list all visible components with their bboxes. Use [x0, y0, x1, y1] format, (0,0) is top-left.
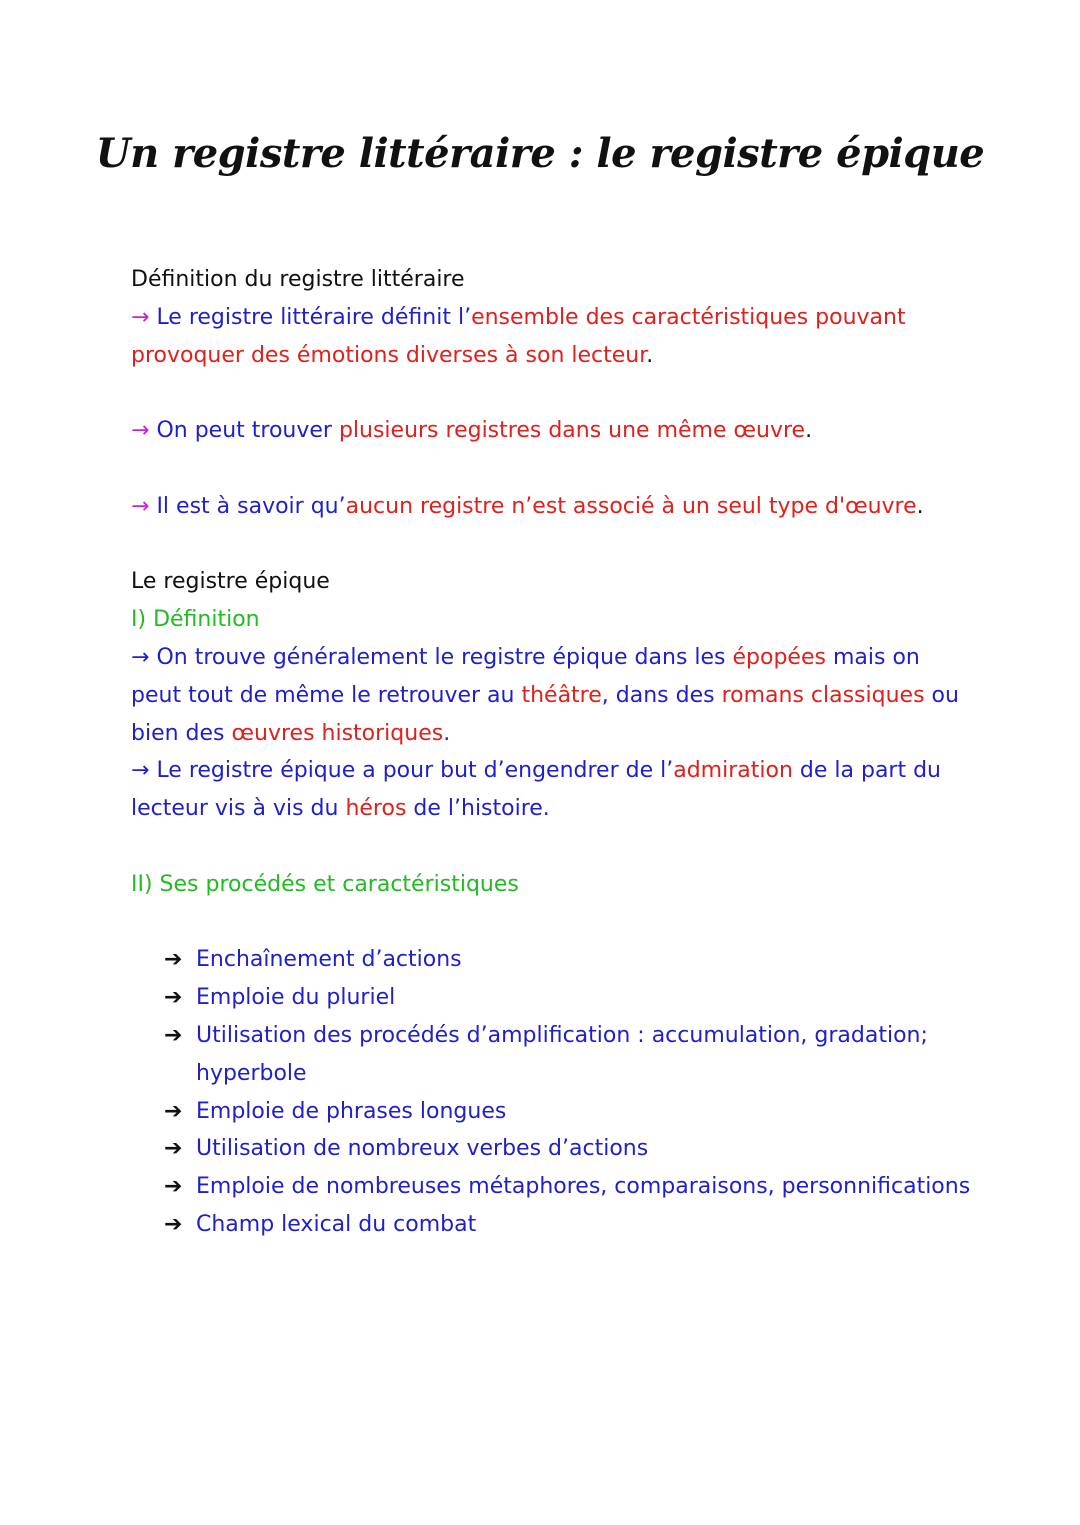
page-title: Un registre littéraire : le registre épique [95, 130, 985, 177]
paragraph-admiration-line2 [131, 790, 961, 828]
text-blue: , dans des [601, 682, 722, 708]
paragraph-aucun-registre [131, 488, 961, 526]
list-item-text: Utilisation des procédés d’amplification : accumulation, gradation; [196, 1022, 928, 1048]
arrow-bullet-icon: ➔ [164, 1136, 183, 1162]
paragraph-epique-line2 [131, 677, 961, 715]
list-item-text: Emploie de nombreuses métaphores, comparaisons, personnifications [196, 1174, 971, 1200]
text-highlight: épopées [732, 644, 826, 670]
text-blue: . [443, 720, 451, 746]
text-blue: On trouve généralement le registre épique dans les [156, 644, 733, 670]
procedes-list [131, 941, 971, 1243]
arrow-icon: → [131, 418, 150, 444]
list-item [131, 1168, 971, 1206]
section-heading-definition: Définition du registre littéraire [131, 267, 465, 292]
list-item [131, 979, 961, 1017]
list-item [131, 1017, 961, 1055]
text-blue: On peut trouver [156, 418, 339, 444]
text-blue: lecteur vis à vis du [131, 796, 346, 822]
section-heading-registre-epique: Le registre épique [131, 569, 330, 595]
spacer [131, 828, 961, 866]
paragraph-epique-line3 [131, 715, 961, 753]
list-item-continuation [131, 1055, 961, 1093]
text-blue: bien des [131, 720, 232, 746]
list-item [131, 1093, 961, 1131]
spacer [131, 904, 961, 942]
text-highlight: héros [345, 796, 407, 822]
text-period: . [916, 493, 924, 519]
text-blue: mais on [825, 644, 920, 670]
list-item-text: Emploie de phrases longues [196, 1098, 507, 1124]
paragraph-epique-line1 [131, 639, 961, 677]
arrow-icon: → [131, 644, 150, 670]
text-highlight: théâtre [521, 682, 602, 708]
spacer [131, 526, 961, 564]
text-highlight: plusieurs registres dans une même œuvre [338, 418, 806, 444]
text-blue: ou [924, 682, 959, 708]
text-highlight: admiration [673, 758, 793, 784]
arrow-icon: → [131, 758, 150, 784]
text-blue: Le registre épique a pour but d’engendrer de l’ [156, 758, 674, 784]
text-highlight: romans classiques [721, 682, 925, 708]
arrow-icon: → [131, 493, 150, 519]
list-item-text: Champ lexical du combat [196, 1211, 477, 1237]
text-period: . [646, 342, 654, 368]
text-blue: Le registre littéraire définit l’ [156, 304, 472, 330]
list-item [131, 941, 961, 979]
part-heading-procedes: II) Ses procédés et caractéristiques [131, 871, 519, 897]
part-heading-definition: I) Définition [131, 607, 260, 633]
list-item-text: Emploie du pluriel [196, 985, 396, 1011]
list-item-text: Utilisation de nombreux verbes d’actions [196, 1136, 649, 1162]
list-item [131, 1130, 961, 1168]
list-item-text: Enchaînement d’actions [196, 947, 462, 973]
text-highlight: œuvres historiques [231, 720, 444, 746]
text-blue: de l’histoire. [406, 796, 550, 822]
text-highlight: ensemble des caractéristiques pouvant [471, 304, 906, 330]
spacer [131, 450, 961, 488]
arrow-icon: → [131, 304, 150, 330]
text-period: . [805, 418, 813, 444]
paragraph-plusieurs-registres [131, 412, 961, 450]
paragraph-registre-line1 [131, 299, 961, 337]
paragraph-admiration-line1 [131, 752, 961, 790]
arrow-bullet-icon: ➔ [164, 1211, 183, 1237]
arrow-bullet-icon: ➔ [164, 1022, 183, 1048]
arrow-bullet-icon: ➔ [164, 947, 183, 973]
arrow-bullet-icon: ➔ [164, 985, 183, 1011]
list-item-text: hyperbole [196, 1060, 307, 1086]
arrow-bullet-icon: ➔ [164, 1098, 183, 1124]
text-blue: peut tout de même le retrouver au [131, 682, 522, 708]
text-highlight: aucun registre n’est associé à un seul type d'œuvre [345, 493, 917, 519]
arrow-bullet-icon: ➔ [164, 1174, 183, 1200]
document-body [131, 261, 971, 1244]
list-item [131, 1206, 961, 1244]
paragraph-registre-line2 [131, 337, 961, 375]
spacer [131, 374, 961, 412]
text-blue: de la part du [792, 758, 941, 784]
text-highlight: provoquer des émotions diverses à son lecteur [131, 342, 647, 368]
text-blue: Il est à savoir qu’ [156, 493, 346, 519]
